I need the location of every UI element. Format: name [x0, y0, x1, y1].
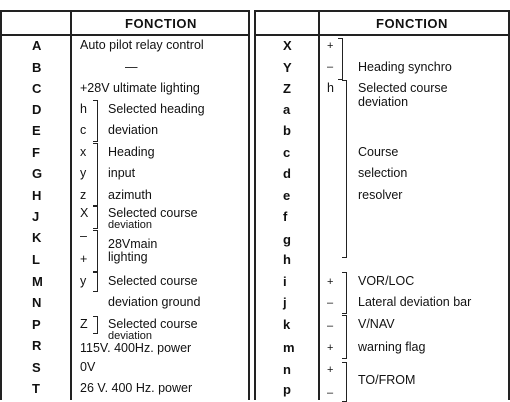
signal-mark: X: [80, 206, 89, 220]
pin-label: E: [32, 123, 41, 138]
function-text: —: [125, 60, 138, 74]
right-header-fonction: FONCTION: [376, 16, 448, 31]
pin-label: N: [32, 295, 42, 310]
function-text: deviation: [358, 95, 409, 109]
function-text: azimuth: [108, 188, 152, 202]
pin-label: c: [283, 145, 291, 160]
pin-label: S: [32, 360, 41, 375]
signal-mark: –: [327, 61, 334, 73]
function-text: warning flag: [358, 340, 426, 354]
pin-label: P: [32, 317, 41, 332]
function-text: +28V ultimate lighting: [80, 81, 200, 95]
function-text: input: [108, 166, 136, 180]
function-text: Auto pilot relay control: [80, 38, 204, 52]
pin-label: B: [32, 60, 42, 75]
pin-label: d: [283, 166, 291, 181]
bracket: [342, 272, 347, 314]
signal-mark: y: [80, 166, 87, 180]
signal-mark: Z: [80, 317, 88, 331]
function-text: Lateral deviation bar: [358, 295, 472, 309]
signal-mark: z: [80, 188, 87, 202]
left-header-fonction: FONCTION: [125, 16, 197, 31]
function-text: resolver: [358, 188, 403, 202]
pin-label: j: [283, 295, 287, 310]
bracket: [93, 143, 98, 207]
pin-label: h: [283, 252, 291, 267]
bracket: [342, 80, 347, 258]
function-text: Selected course: [108, 274, 198, 288]
function-text: Course: [358, 145, 399, 159]
function-text: selection: [358, 166, 408, 180]
function-text: deviation: [108, 219, 153, 231]
signal-mark: h: [80, 102, 87, 116]
bracket: [342, 315, 347, 359]
pin-label: Y: [283, 60, 292, 75]
pin-label: g: [283, 232, 291, 247]
signal-mark: +: [327, 342, 334, 354]
pin-label: H: [32, 188, 42, 203]
function-text: Selected course: [108, 317, 198, 331]
function-text: deviation: [108, 123, 159, 137]
pin-label: k: [283, 317, 291, 332]
function-text: Heading synchro: [358, 60, 452, 74]
bracket: [93, 230, 98, 272]
pin-label: J: [32, 209, 40, 224]
function-text: Selected course: [108, 206, 198, 220]
signal-mark: +: [327, 40, 334, 52]
function-text: VOR/LOC: [358, 274, 415, 288]
signal-mark: h: [327, 81, 334, 95]
function-text: Heading: [108, 145, 155, 159]
signal-mark: –: [327, 387, 334, 399]
pin-label: C: [32, 81, 42, 96]
function-text: deviation: [108, 330, 153, 342]
signal-mark: –: [327, 297, 334, 309]
pin-label: n: [283, 362, 291, 377]
signal-mark: y: [80, 274, 87, 288]
pin-label: D: [32, 102, 42, 117]
function-text: deviation ground: [108, 295, 201, 309]
signal-mark: +: [327, 276, 334, 288]
bracket: [93, 100, 98, 142]
function-text: V/NAV: [358, 317, 395, 331]
signal-mark: –: [327, 320, 334, 332]
pin-label: T: [32, 381, 40, 396]
function-text: 0V: [80, 360, 96, 374]
pin-label: a: [283, 102, 291, 117]
function-text: lighting: [108, 250, 148, 264]
function-text: 26 V. 400 Hz. power: [80, 381, 193, 395]
signal-mark: +: [80, 252, 88, 266]
pin-label: e: [283, 188, 291, 203]
function-text: Selected heading: [108, 102, 205, 116]
function-text: Selected course: [358, 81, 448, 95]
pin-label: b: [283, 123, 291, 138]
function-text: 28Vmain: [108, 237, 158, 251]
pin-label: A: [32, 38, 42, 53]
pin-label: F: [32, 145, 40, 160]
bracket: [338, 38, 343, 80]
pin-label: M: [32, 274, 43, 289]
pin-label: i: [283, 274, 287, 289]
bracket: [93, 316, 98, 334]
bracket: [342, 362, 347, 402]
pin-label: f: [283, 209, 288, 224]
function-text: TO/FROM: [358, 373, 416, 387]
function-text: 115V. 400Hz. power: [80, 341, 192, 355]
pin-label: Z: [283, 81, 291, 96]
bracket: [93, 272, 98, 292]
pin-label: K: [32, 230, 42, 245]
pin-label: R: [32, 338, 42, 353]
bracket: [93, 205, 98, 229]
pin-label: p: [283, 382, 291, 397]
pin-label: m: [283, 340, 295, 355]
signal-mark: –: [80, 229, 87, 243]
pin-label: G: [32, 166, 43, 181]
pin-label: L: [32, 252, 40, 267]
signal-mark: c: [80, 123, 87, 137]
signal-mark: +: [327, 364, 334, 376]
signal-mark: x: [80, 145, 87, 159]
pin-label: X: [283, 38, 292, 53]
